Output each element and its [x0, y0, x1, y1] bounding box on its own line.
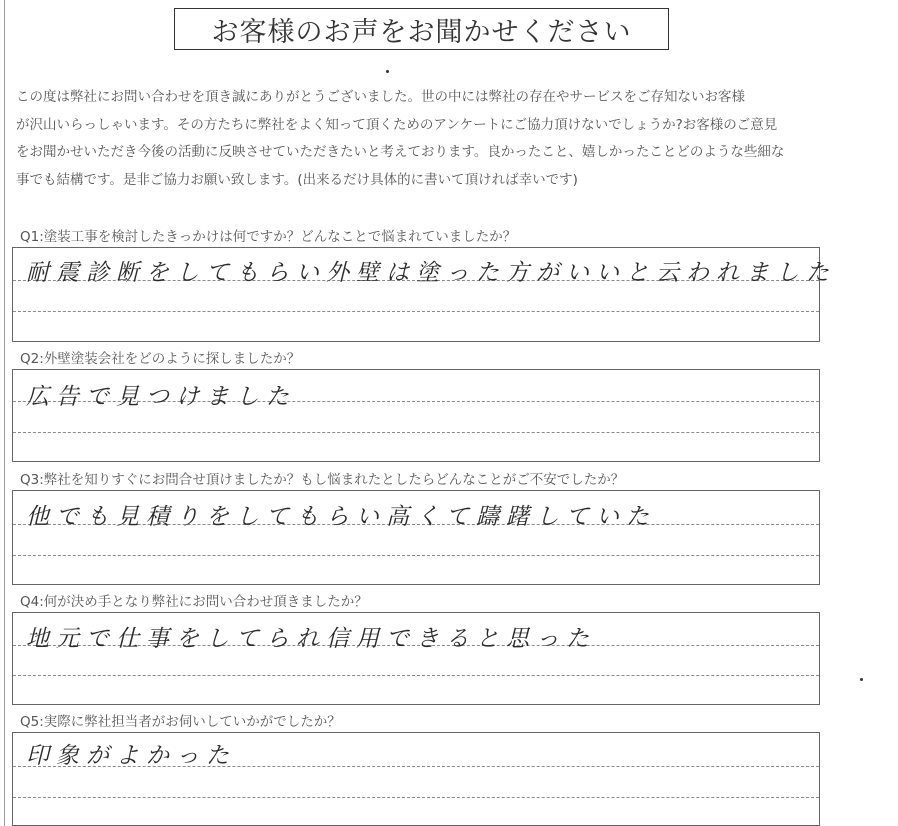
question-2-label: Q2:外壁塗装会社をどのように探しましたか？ [20, 351, 301, 367]
question-3-label: Q3:弊社を知りすぐにお問合せ頂けましたか？もし悩まれたとしたらどんなことがご不安でしたか？ [20, 472, 625, 488]
intro-line: が沢山いらっしゃいます。その方たちに弊社をよく知って頂くためのアンケートにご協力頂けないでしょうか?お客様のご意見 [16, 116, 778, 133]
intro-line: をお聞かせいただき今後の活動に反映させていただきたいと考えております。良かったこと、嬉しかったことどのような些細な [16, 144, 785, 160]
question-3-handwritten-answer: 他でも見積りをしてもらい高くて躊躇していた [26, 504, 656, 530]
question-1-handwritten-answer: 耐震診断をしてもらい外壁は塗った方がいいと云われました [26, 260, 836, 286]
scan-speck [386, 70, 389, 73]
intro-line: この度は弊社にお問い合わせを頂き誠にありがとうございました。世の中には弊社の存在やサービスをご存知ないお客様 [16, 89, 745, 105]
dotted-line [13, 555, 819, 556]
question-2-handwritten-answer: 広告で見つけました [26, 384, 296, 410]
intro-text [16, 84, 846, 194]
question-1-label: Q1:塗装工事を検討したきっかけは何ですか？どんなことで悩まれていましたか？ [20, 229, 517, 245]
question-4-handwritten-answer: 地元で仕事をしてられ信用できると思った [26, 626, 596, 652]
question-4-label: Q4:何が決め手となり弊社にお問い合わせ頂きましたか？ [20, 594, 368, 610]
question-5-handwritten-answer: 印象がよかった [26, 743, 236, 769]
scan-speck [860, 678, 863, 681]
question-5-label: Q5:実際に弊社担当者がお伺いしていかがでしたか？ [20, 714, 341, 730]
dotted-line [13, 311, 819, 312]
dotted-line [13, 675, 819, 676]
intro-line: 事でも結構です。是非ご協力お願い致します。(出来るだけ具体的に書いて頂ければ幸いです) [16, 171, 578, 188]
page-title: お客様のお声をお聞かせください [174, 8, 669, 50]
dotted-line [13, 432, 819, 433]
dotted-line [13, 797, 819, 798]
scan-edge-rule [4, 0, 5, 826]
